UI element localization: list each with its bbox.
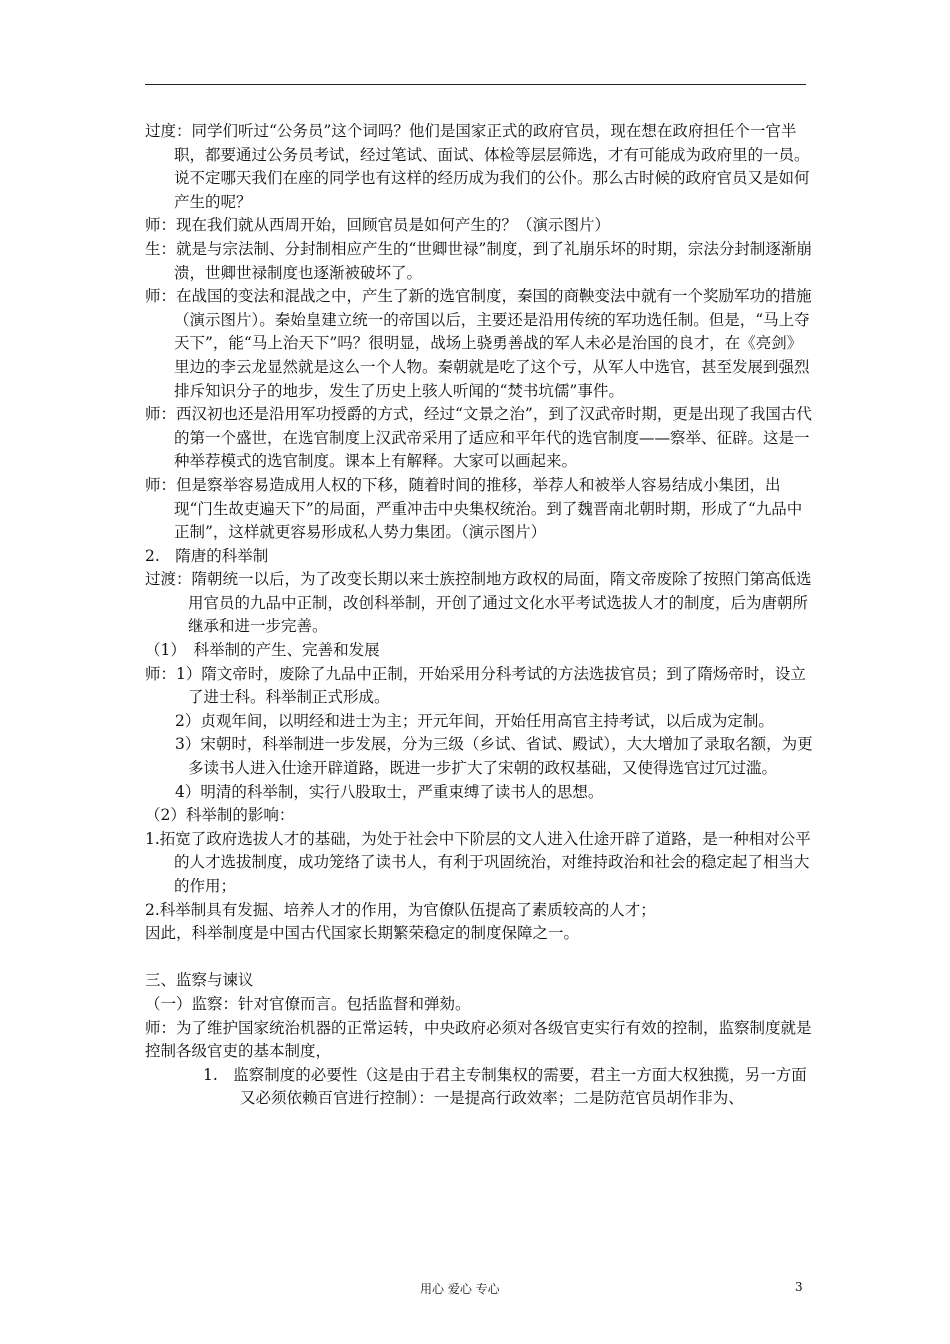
list-item: 2）贞观年间，以明经和进士为主；开元年间，开始任用高官主持考试，以后成为定制。: [175, 711, 774, 730]
subsection-heading: （2）科举制的影响：: [145, 806, 295, 825]
paragraph: 2.科举制具有发掘、培养人才的作用，为官僚队伍提高了素质较高的人才；: [145, 900, 656, 919]
subsection-heading: （1） 科举制的产生、完善和发展: [145, 641, 380, 660]
paragraph: 1.拓宽了政府选拔人才的基础，为处于社会中下阶层的文人进入仕途开辟了道路，是一种相对公平的人才选拔制度，成功笼络了读书人，有利于巩固统治，对维持政治和社会的稳定起了相当大的作用；: [145, 829, 811, 895]
paragraph: 因此，科举制度是中国古代国家长期繁荣稳定的制度保障之一。: [145, 924, 580, 943]
page-number: 3: [795, 1280, 803, 1294]
section-heading: 三、监察与谏议: [145, 971, 254, 990]
list-item: 1. 监察制度的必要性（这是由于君主专制集权的需要，君主一方面大权独揽，另一方面又必须依赖百官进行控制）：一是提高行政效率；二是防范官员胡作非为、: [203, 1065, 807, 1108]
document-body: [145, 120, 815, 1111]
section-heading: 2. 隋唐的科举制: [145, 546, 269, 565]
paragraph: 过度：同学们听过“公务员”这个词吗？他们是国家正式的政府官员，现在想在政府担任个一官半职，都要通过公务员考试，经过笔试、面试、体检等层层筛选，才有可能成为政府里的一员。说不定哪天我们在座的同学也有这样的经历成为我们的公仆。那么古时候的政府官员又是如何产生的呢？: [145, 122, 810, 211]
paragraph: 生：就是与宗法制、分封制相应产生的“世卿世禄”制度，到了礼崩乐坏的时期，宗法分封制逐渐崩溃，世卿世禄制度也逐渐被破坏了。: [145, 239, 812, 282]
header-rule: [145, 84, 806, 85]
paragraph: 师：西汉初也还是沿用军功授爵的方式，经过“文景之治”，到了汉武帝时期，更是出现了我国古代的第一个盛世，在选官制度上汉武帝采用了适应和平年代的选官制度——察举、征辟。这是一种举荐模式的选官制度。课本上有解释。大家可以画起来。: [145, 405, 812, 471]
footer-slogan: 用心 爱心 专心: [420, 1282, 500, 1296]
paragraph: 师：但是察举容易造成用人权的下移，随着时间的推移，举荐人和被举人容易结成小集团，出现“门生故吏遍天下”的局面，严重冲击中央集权统治。到了魏晋南北朝时期，形成了“九品中正制”，这样就更容易形成私人势力集团。（演示图片）: [145, 475, 803, 542]
paragraph: 师：为了维护国家统治机器的正常运转，中央政府必须对各级官吏实行有效的控制，监察制度就是控制各级官吏的基本制度，: [145, 1018, 812, 1061]
subsection-heading: （一）监察：针对官僚而言。包括监督和弹劾。: [145, 994, 471, 1013]
paragraph: 师：1）隋文帝时，废除了九品中正制，开始采用分科考试的方法选拔官员；到了隋炀帝时，设立了进士科。科举制正式形成。: [145, 664, 806, 707]
list-item: 3）宋朝时，科举制进一步发展，分为三级（乡试、省试、殿试），大大增加了录取名额，为更多读书人进入仕途开辟道路，既进一步扩大了宋朝的政权基础，又使得选官过冗过滥。: [175, 735, 813, 778]
blank-line: [145, 946, 815, 970]
list-item: 4）明清的科举制，实行八股取士，严重束缚了读书人的思想。: [175, 782, 604, 801]
paragraph: 师：现在我们就从西周开始，回顾官员是如何产生的？（演示图片）: [145, 216, 611, 235]
paragraph: 师：在战国的变法和混战之中，产生了新的选官制度，秦国的商鞅变法中就有一个奖励军功的措施（演示图片）。秦始皇建立统一的帝国以后，主要还是沿用传统的军功选任制。但是，“马上夺天下”，能“马上治天下”吗？很明显，战场上骁勇善战的军人未必是治国的良才，在《亮剑》里边的李云龙显然就是这么一个人物。秦朝就是吃了这个亏，从军人中选官，甚至发展到强烈排斥知识分子的地步，发生了历史上骇人听闻的“焚书坑儒”事件。: [145, 287, 812, 400]
paragraph: 过渡：隋朝统一以后，为了改变长期以来士族控制地方政权的局面，隋文帝废除了按照门第高低选用官员的九品中正制，改创科举制，开创了通过文化水平考试选拔人才的制度，后为唐朝所继承和进一步完善。: [145, 570, 812, 636]
